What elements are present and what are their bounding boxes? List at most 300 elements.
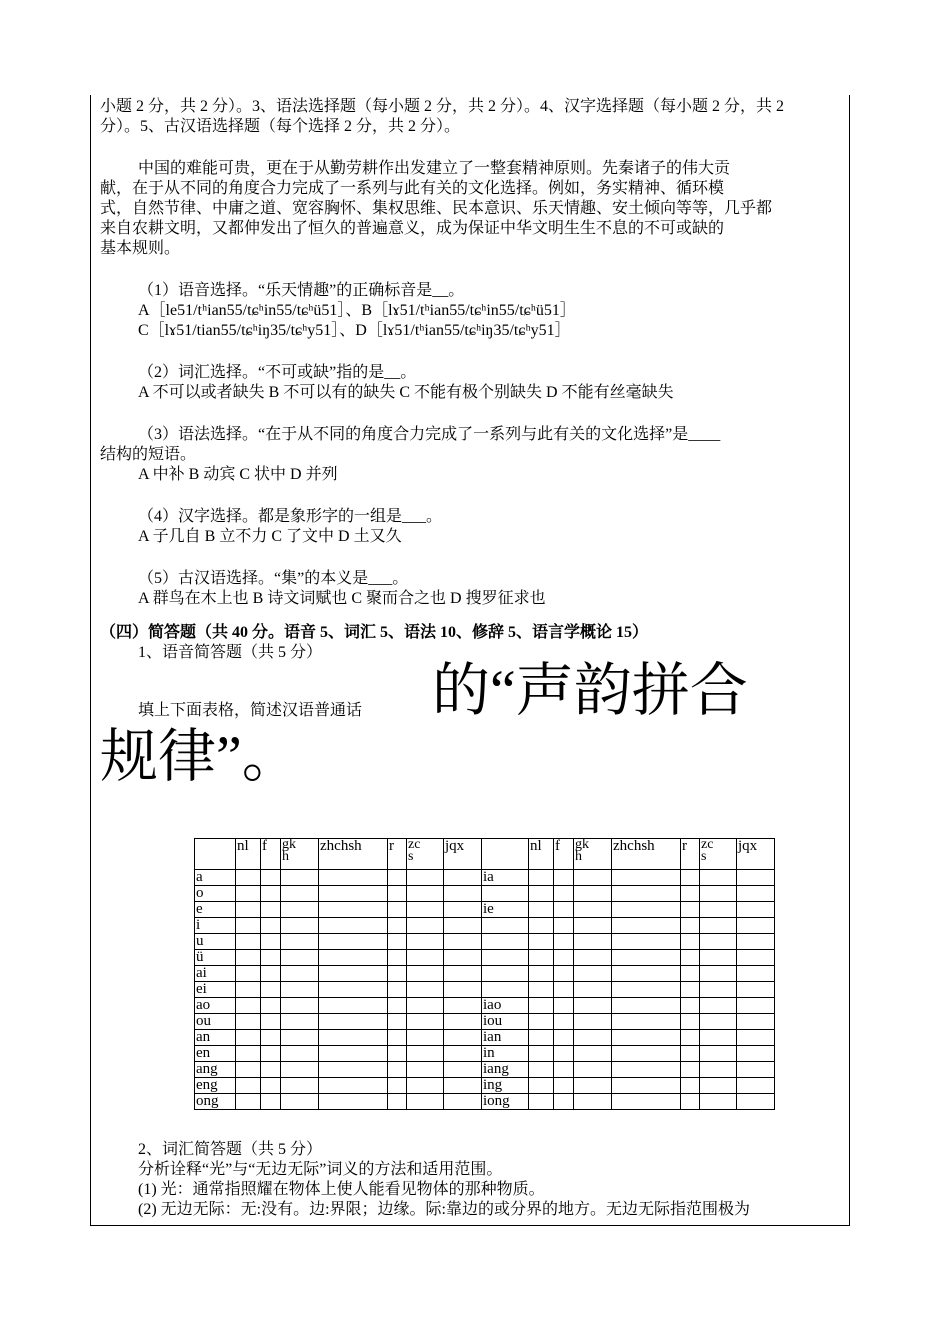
table-header-cell: f — [261, 839, 281, 870]
table-cell — [681, 982, 700, 998]
table-cell — [737, 998, 775, 1014]
table-header-cell — [407, 839, 444, 870]
table-cell — [554, 998, 574, 1014]
table-cell — [529, 918, 554, 934]
table-cell — [281, 966, 319, 982]
table-header-cell: f — [554, 839, 574, 870]
table-cell — [529, 1062, 554, 1078]
table-cell — [236, 870, 261, 886]
table-header-cell — [574, 839, 612, 870]
table-cell — [261, 870, 281, 886]
table-cell — [236, 902, 261, 918]
table-cell — [407, 918, 444, 934]
table-cell — [444, 918, 482, 934]
table-cell — [319, 934, 388, 950]
table-cell — [281, 870, 319, 886]
table-cell — [681, 1014, 700, 1030]
table-cell — [319, 982, 388, 998]
table-cell — [388, 1062, 407, 1078]
table-cell — [444, 1014, 482, 1030]
table-cell — [281, 934, 319, 950]
table-cell — [388, 1046, 407, 1062]
table-cell — [737, 982, 775, 998]
table-cell — [444, 1078, 482, 1094]
table-cell — [612, 1078, 681, 1094]
table-cell — [319, 1014, 388, 1030]
table-cell — [554, 918, 574, 934]
table-header-cell: r — [388, 839, 407, 870]
final-left: ong — [195, 1094, 236, 1110]
table-cell — [319, 950, 388, 966]
table-cell — [700, 1062, 737, 1078]
final-left: eng — [195, 1078, 236, 1094]
table-cell — [236, 982, 261, 998]
table-cell — [281, 998, 319, 1014]
table-cell — [319, 902, 388, 918]
table-cell — [281, 918, 319, 934]
table-cell — [529, 1094, 554, 1110]
table-cell — [529, 950, 554, 966]
question-4-options: A 子几自 B 立不力 C 了文中 D 土又久 — [138, 528, 402, 545]
final-left: ü — [195, 950, 236, 966]
table-cell — [444, 1094, 482, 1110]
table-cell — [681, 902, 700, 918]
table-header-row — [195, 839, 775, 870]
table-cell — [737, 870, 775, 886]
sub2-prompt: 分析诠释“光”与“无边无际”词义的方法和适用范围。 — [138, 1161, 503, 1178]
table-cell — [388, 998, 407, 1014]
table-cell — [444, 902, 482, 918]
table-cell — [388, 1014, 407, 1030]
final-right: ing — [482, 1078, 529, 1094]
table-row — [195, 966, 775, 982]
table-cell — [681, 1062, 700, 1078]
sub2-item-1: (1) 光：通常指照耀在物体上使人能看见物体的那种物质。 — [138, 1181, 545, 1198]
table-cell — [554, 1094, 574, 1110]
table-cell — [388, 886, 407, 902]
table-cell — [444, 950, 482, 966]
question-3-stem: （3）语法选择。“在于从不同的角度合力完成了一系列与此有关的文化选择”是____ — [138, 426, 721, 443]
table-cell — [529, 886, 554, 902]
table-cell — [319, 998, 388, 1014]
passage-line: 来自农耕文明，又都伸发出了恒久的普遍意义，成为保证中华文明生生不息的不可或缺的 — [100, 220, 725, 237]
table-cell — [407, 934, 444, 950]
table-cell — [554, 870, 574, 886]
table-cell — [554, 966, 574, 982]
section-4-title: （四）简答题（共 40 分。语音 5、词汇 5、语法 10、修辞 5、语言学概论 15） — [100, 624, 649, 641]
question-4-stem: （4）汉字选择。都是象形字的一组是___。 — [138, 508, 443, 525]
table-cell — [574, 902, 612, 918]
table-cell — [236, 918, 261, 934]
table-cell — [737, 1014, 775, 1030]
table-row — [195, 1014, 775, 1030]
final-left: ang — [195, 1062, 236, 1078]
table-cell — [574, 1030, 612, 1046]
table-cell — [261, 1078, 281, 1094]
final-right: iong — [482, 1094, 529, 1110]
table-cell — [444, 1046, 482, 1062]
table-header-cell — [482, 839, 529, 870]
table-cell — [737, 1078, 775, 1094]
table-cell — [554, 1046, 574, 1062]
table-cell — [612, 966, 681, 982]
table-cell — [574, 1078, 612, 1094]
table-header-cell — [195, 839, 236, 870]
table-cell — [681, 998, 700, 1014]
table-cell — [612, 1030, 681, 1046]
table-cell — [681, 1046, 700, 1062]
table-cell — [612, 998, 681, 1014]
table-header-cell: jqx — [444, 839, 482, 870]
table-cell — [407, 886, 444, 902]
final-left: an — [195, 1030, 236, 1046]
table-cell — [700, 998, 737, 1014]
table-cell — [737, 966, 775, 982]
pinyin-combination-table — [194, 838, 775, 1110]
question-5-stem: （5）古汉语选择。“集”的本义是___。 — [138, 570, 409, 587]
table-cell — [554, 1078, 574, 1094]
final-left: e — [195, 902, 236, 918]
final-left: en — [195, 1046, 236, 1062]
table-header-cell: jqx — [737, 839, 775, 870]
table-row — [195, 982, 775, 998]
table-cell — [261, 998, 281, 1014]
question-3-options: A 中补 B 动宾 C 状中 D 并列 — [138, 466, 338, 483]
table-row — [195, 1078, 775, 1094]
final-left: o — [195, 886, 236, 902]
table-cell — [444, 1062, 482, 1078]
header-label: zc s — [408, 837, 421, 864]
table-cell — [700, 982, 737, 998]
table-cell — [407, 982, 444, 998]
final-right: iang — [482, 1062, 529, 1078]
table-cell — [700, 966, 737, 982]
table-cell — [681, 886, 700, 902]
table-cell — [261, 1094, 281, 1110]
table-cell — [281, 886, 319, 902]
table-cell — [261, 966, 281, 982]
table-cell — [574, 998, 612, 1014]
table-cell — [681, 966, 700, 982]
table-cell — [554, 1014, 574, 1030]
question-1-stem: （1）语音选择。“乐天情趣”的正确标音是__。 — [138, 282, 465, 299]
final-left: ou — [195, 1014, 236, 1030]
table-cell — [388, 1078, 407, 1094]
table-cell — [444, 886, 482, 902]
final-right: ian — [482, 1030, 529, 1046]
table-cell — [319, 1046, 388, 1062]
table-cell — [444, 966, 482, 982]
table-cell — [444, 982, 482, 998]
table-cell — [554, 934, 574, 950]
passage-line: 中国的难能可贵，更在于从勤劳耕作出发建立了一整套精神原则。先秦诸子的伟大贡 — [138, 160, 731, 177]
table-cell — [737, 918, 775, 934]
final-right — [482, 934, 529, 950]
table-cell — [574, 1062, 612, 1078]
table-cell — [444, 870, 482, 886]
table-cell — [261, 934, 281, 950]
table-cell — [236, 934, 261, 950]
table-cell — [281, 950, 319, 966]
table-cell — [574, 950, 612, 966]
table-cell — [574, 966, 612, 982]
document-body — [100, 97, 842, 791]
fill-instruction-big: 的“声韵拼合 — [432, 658, 748, 723]
table-cell — [529, 966, 554, 982]
table-cell — [407, 1062, 444, 1078]
header-label: gk h — [282, 837, 296, 864]
table-cell — [388, 1094, 407, 1110]
table-row — [195, 934, 775, 950]
table-cell — [612, 1062, 681, 1078]
table-cell — [407, 1078, 444, 1094]
table-header-cell: nl — [529, 839, 554, 870]
table-cell — [236, 1062, 261, 1078]
table-cell — [700, 950, 737, 966]
table-cell — [319, 918, 388, 934]
section-2 — [100, 1140, 842, 1220]
table-cell — [261, 950, 281, 966]
final-left: u — [195, 934, 236, 950]
table-cell — [574, 886, 612, 902]
final-right: iou — [482, 1014, 529, 1030]
table-cell — [281, 1094, 319, 1110]
question-5-options: A 群鸟在木上也 B 诗文词赋也 C 聚而合之也 D 搜罗征求也 — [138, 590, 546, 607]
final-right — [482, 950, 529, 966]
final-right — [482, 886, 529, 902]
final-left: ao — [195, 998, 236, 1014]
table-cell — [407, 902, 444, 918]
table-header-cell: nl — [236, 839, 261, 870]
table-cell — [261, 886, 281, 902]
table-cell — [681, 870, 700, 886]
table-cell — [681, 950, 700, 966]
table-cell — [737, 950, 775, 966]
table-cell — [261, 1030, 281, 1046]
table-cell — [612, 886, 681, 902]
table-cell — [529, 982, 554, 998]
table-cell — [574, 1014, 612, 1030]
table-row — [195, 902, 775, 918]
table-cell — [681, 918, 700, 934]
table-header-cell — [700, 839, 737, 870]
table-cell — [261, 982, 281, 998]
table-cell — [681, 934, 700, 950]
table-header-cell: r — [681, 839, 700, 870]
table-header-cell: zhchsh — [612, 839, 681, 870]
table-cell — [612, 870, 681, 886]
table-cell — [261, 902, 281, 918]
intro-line-2: 分）。5、古汉语选择题（每个选择 2 分，共 2 分）。 — [100, 118, 461, 135]
table-cell — [612, 1014, 681, 1030]
fill-instruction-small: 填上下面表格，简述汉语普通话 — [138, 702, 363, 719]
table-cell — [574, 870, 612, 886]
table-cell — [612, 1094, 681, 1110]
table-cell — [407, 1030, 444, 1046]
question-4 — [100, 507, 842, 547]
table-cell — [236, 966, 261, 982]
table-cell — [700, 1078, 737, 1094]
table-cell — [407, 1094, 444, 1110]
table-cell — [319, 870, 388, 886]
table-cell — [554, 1062, 574, 1078]
table-cell — [388, 982, 407, 998]
sub2-title: 2、词汇简答题（共 5 分） — [138, 1141, 323, 1158]
header-label: zc s — [701, 837, 714, 864]
table-cell — [574, 1046, 612, 1062]
table-row — [195, 1046, 775, 1062]
table-cell — [554, 982, 574, 998]
table-cell — [737, 886, 775, 902]
table-cell — [281, 982, 319, 998]
final-right: ia — [482, 870, 529, 886]
question-1-options-cd: C［lɤ51/tian55/tɕʰiŋ35/tɕʰy51］、D［lɤ51/tʰian55/tɕʰiŋ35/tɕʰy51］ — [138, 322, 571, 339]
table-cell — [444, 1030, 482, 1046]
fill-instruction-big-2: 规律”。 — [100, 724, 300, 789]
table-cell — [737, 902, 775, 918]
sub2-item-2: (2) 无边无际：无:没有。边:界限；边缘。际:靠边的或分界的地方。无边无际指范围极为 — [138, 1201, 750, 1218]
table-cell — [737, 1030, 775, 1046]
table-cell — [407, 1014, 444, 1030]
table-cell — [407, 1046, 444, 1062]
table-cell — [444, 998, 482, 1014]
table-cell — [529, 998, 554, 1014]
passage-line: 献，在于从不同的角度合力完成了一系列与此有关的文化选择。例如，务实精神、循环模 — [100, 180, 725, 197]
table-cell — [700, 1014, 737, 1030]
final-left: a — [195, 870, 236, 886]
table-cell — [529, 1030, 554, 1046]
final-right — [482, 982, 529, 998]
table-cell — [737, 1062, 775, 1078]
table-row — [195, 886, 775, 902]
table-cell — [574, 1094, 612, 1110]
table-row — [195, 1094, 775, 1110]
table-cell — [319, 1078, 388, 1094]
passage — [100, 159, 842, 259]
table-cell — [261, 1046, 281, 1062]
table-cell — [407, 966, 444, 982]
table-cell — [281, 1030, 319, 1046]
table-row — [195, 870, 775, 886]
table-cell — [236, 1078, 261, 1094]
table-row — [195, 1030, 775, 1046]
table-cell — [529, 1014, 554, 1030]
table-row — [195, 998, 775, 1014]
table-cell — [236, 1046, 261, 1062]
table-cell — [700, 902, 737, 918]
table-cell — [388, 902, 407, 918]
final-right: iao — [482, 998, 529, 1014]
table-cell — [554, 886, 574, 902]
table-cell — [681, 1030, 700, 1046]
table-cell — [388, 870, 407, 886]
final-right — [482, 966, 529, 982]
question-1 — [100, 281, 842, 341]
table-cell — [700, 1046, 737, 1062]
fill-instruction — [100, 658, 842, 723]
passage-line: 基本规则。 — [100, 240, 181, 257]
passage-line: 式，自然节律、中庸之道、宽容胸怀、集权思维、民本意识、乐天情趣、安土倾向等等，几乎都 — [100, 200, 773, 217]
question-2 — [100, 363, 842, 403]
table-cell — [281, 1046, 319, 1062]
table-cell — [388, 966, 407, 982]
question-2-options: A 不可以或者缺失 B 不可以有的缺失 C 不能有极个别缺失 D 不能有丝毫缺失 — [138, 384, 674, 401]
table-cell — [319, 1030, 388, 1046]
table-cell — [444, 934, 482, 950]
table-cell — [529, 1078, 554, 1094]
table-row — [195, 950, 775, 966]
table-cell — [700, 886, 737, 902]
table-cell — [529, 902, 554, 918]
table-cell — [612, 934, 681, 950]
table-cell — [281, 1014, 319, 1030]
table-cell — [236, 886, 261, 902]
question-3-stem-cont: 结构的短语。 — [100, 446, 197, 463]
table-cell — [236, 950, 261, 966]
table-cell — [681, 1078, 700, 1094]
table-cell — [319, 1062, 388, 1078]
final-left: ai — [195, 966, 236, 982]
table-row — [195, 1062, 775, 1078]
table-cell — [388, 950, 407, 966]
final-right — [482, 918, 529, 934]
table-cell — [612, 1046, 681, 1062]
table-cell — [261, 1014, 281, 1030]
final-left: i — [195, 918, 236, 934]
table-cell — [700, 1030, 737, 1046]
table-cell — [700, 1094, 737, 1110]
table-cell — [236, 1094, 261, 1110]
table-cell — [407, 998, 444, 1014]
table-cell — [319, 1094, 388, 1110]
table-row — [195, 918, 775, 934]
table-cell — [388, 1030, 407, 1046]
table-cell — [388, 918, 407, 934]
table-cell — [529, 870, 554, 886]
table-cell — [236, 998, 261, 1014]
question-5 — [100, 569, 842, 609]
table-cell — [281, 1062, 319, 1078]
table-cell — [261, 918, 281, 934]
table-cell — [554, 902, 574, 918]
table-cell — [574, 918, 612, 934]
table-cell — [574, 934, 612, 950]
table-cell — [737, 1046, 775, 1062]
table-header-cell — [281, 839, 319, 870]
final-left: ei — [195, 982, 236, 998]
header-label: gk h — [575, 837, 589, 864]
table-cell — [281, 1078, 319, 1094]
table-cell — [529, 934, 554, 950]
table-cell — [554, 950, 574, 966]
table-header-cell: zhchsh — [319, 839, 388, 870]
table-cell — [407, 950, 444, 966]
table-cell — [612, 950, 681, 966]
table-cell — [388, 934, 407, 950]
intro-line-1: 小题 2 分，共 2 分）。3、语法选择题（每小题 2 分，共 2 分）。4、汉字选择题（每小题 2 分，共 2 — [100, 98, 785, 115]
final-right: ie — [482, 902, 529, 918]
table-cell — [554, 1030, 574, 1046]
table-cell — [236, 1030, 261, 1046]
table-cell — [574, 982, 612, 998]
section-4-sub1: 1、语音简答题（共 5 分） — [138, 644, 323, 661]
table-cell — [612, 902, 681, 918]
table-cell — [700, 870, 737, 886]
question-1-options-ab: A［le51/tʰian55/tɕʰin55/tɕʰü51］、B［lɤ51/tʰian55/tɕʰin55/tɕʰü51］ — [138, 302, 576, 319]
question-3 — [100, 425, 842, 485]
table-cell — [737, 934, 775, 950]
table-cell — [612, 982, 681, 998]
